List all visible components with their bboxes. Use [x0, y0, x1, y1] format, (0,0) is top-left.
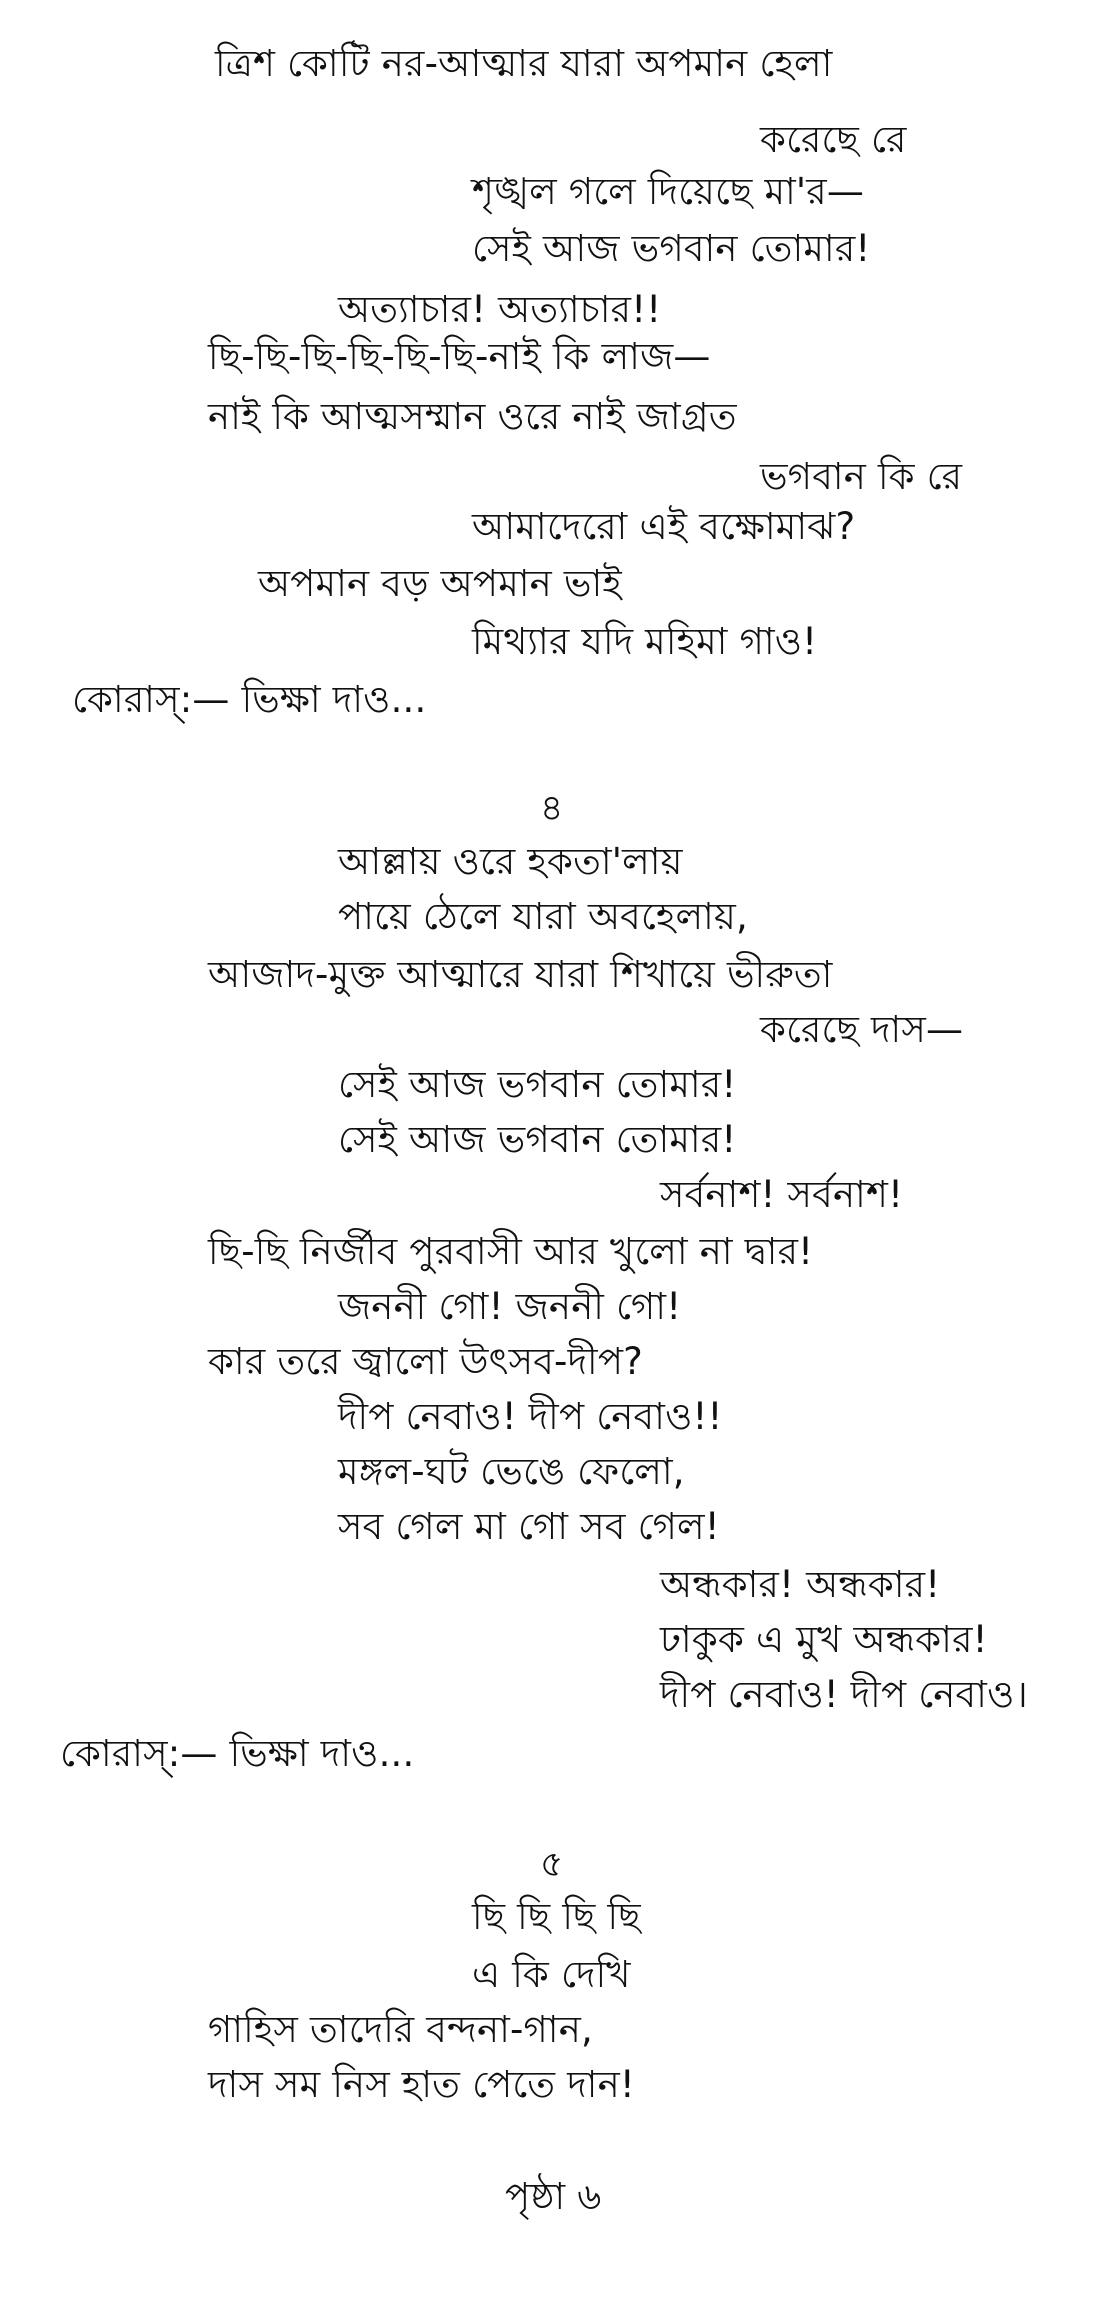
poem-line: আমাদেরো এই বক্ষোমাঝ? — [472, 505, 856, 548]
poem-line: অপমান বড় অপমান ভাই — [258, 562, 622, 605]
poem-line: দীপ নেবাও! দীপ নেবাও!! — [338, 1395, 723, 1438]
stanza-number: ৫ — [540, 1844, 564, 1885]
poem-line: সেই আজ ভগবান তোমার! — [472, 227, 871, 270]
poem-line: আল্লায় ওরে হকতা'লায় — [338, 840, 683, 883]
poem-line: শৃঙ্খল গলে দিয়েছে মা'র— — [472, 170, 865, 213]
poem-line: সেই আজ ভগবান তোমার! — [338, 1118, 737, 1161]
poem-line: করেছে দাস— — [760, 1008, 964, 1051]
poem-line: নাই কি আত্মসম্মান ওরে নাই জাগ্রত — [208, 395, 737, 438]
poem-line: সব গেল মা গো সব গেল! — [338, 1505, 720, 1548]
poem-line: মঙ্গল-ঘট ভেঙে ফেলো, — [338, 1450, 685, 1493]
chorus-line: কোরাস্:— ভিক্ষা দাও... — [72, 678, 427, 721]
poem-line: সেই আজ ভগবান তোমার! — [338, 1063, 737, 1106]
page-label: পৃষ্ঠা ৬ — [505, 2175, 602, 2218]
stanza-number: ৪ — [540, 788, 564, 829]
poem-line: করেছে রে — [760, 118, 907, 161]
poem-line: গাহিস তাদেরি বন্দনা-গান, — [208, 2008, 593, 2051]
poem-line: ছি ছি ছি ছি — [472, 1895, 641, 1938]
poem-line: পায়ে ঠেলে যারা অবহেলায়, — [338, 895, 748, 938]
poem-line: অন্ধকার! অন্ধকার! — [660, 1563, 941, 1606]
poem-line: ঢাকুক এ মুখ অন্ধকার! — [660, 1618, 988, 1661]
poem-line: ভগবান কি রে — [760, 455, 963, 498]
poem-line: ছি-ছি নির্জীব পুরবাসী আর খুলো না দ্বার! — [208, 1230, 814, 1273]
poem-line: কার তরে জ্বালো উৎসব-দীপ? — [208, 1340, 643, 1383]
poem-line: দাস সম নিস হাত পেতে দান! — [208, 2063, 635, 2106]
poem-line: আজাদ-মুক্ত আত্মারে যারা শিখায়ে ভীরুতা — [208, 953, 833, 996]
poem-line: মিথ্যার যদি মহিমা গাও! — [472, 620, 818, 663]
poem-line: অত্যাচার! অত্যাচার!! — [338, 288, 662, 331]
poem-line: ছি-ছি-ছি-ছি-ছি-ছি-নাই কি লাজ— — [208, 335, 711, 378]
poem-line: এ কি দেখি — [472, 1953, 631, 1996]
chorus-line: কোরাস্:— ভিক্ষা দাও... — [60, 1732, 415, 1775]
poem-line: সর্বনাশ! সর্বনাশ! — [660, 1173, 904, 1216]
poem-line: দীপ নেবাও! দীপ নেবাও। — [660, 1673, 1028, 1716]
poem-line: জননী গো! জননী গো! — [338, 1285, 682, 1328]
poem-line: ত্রিশ কোটি নর-আত্মার যারা অপমান হেলা — [215, 42, 833, 85]
